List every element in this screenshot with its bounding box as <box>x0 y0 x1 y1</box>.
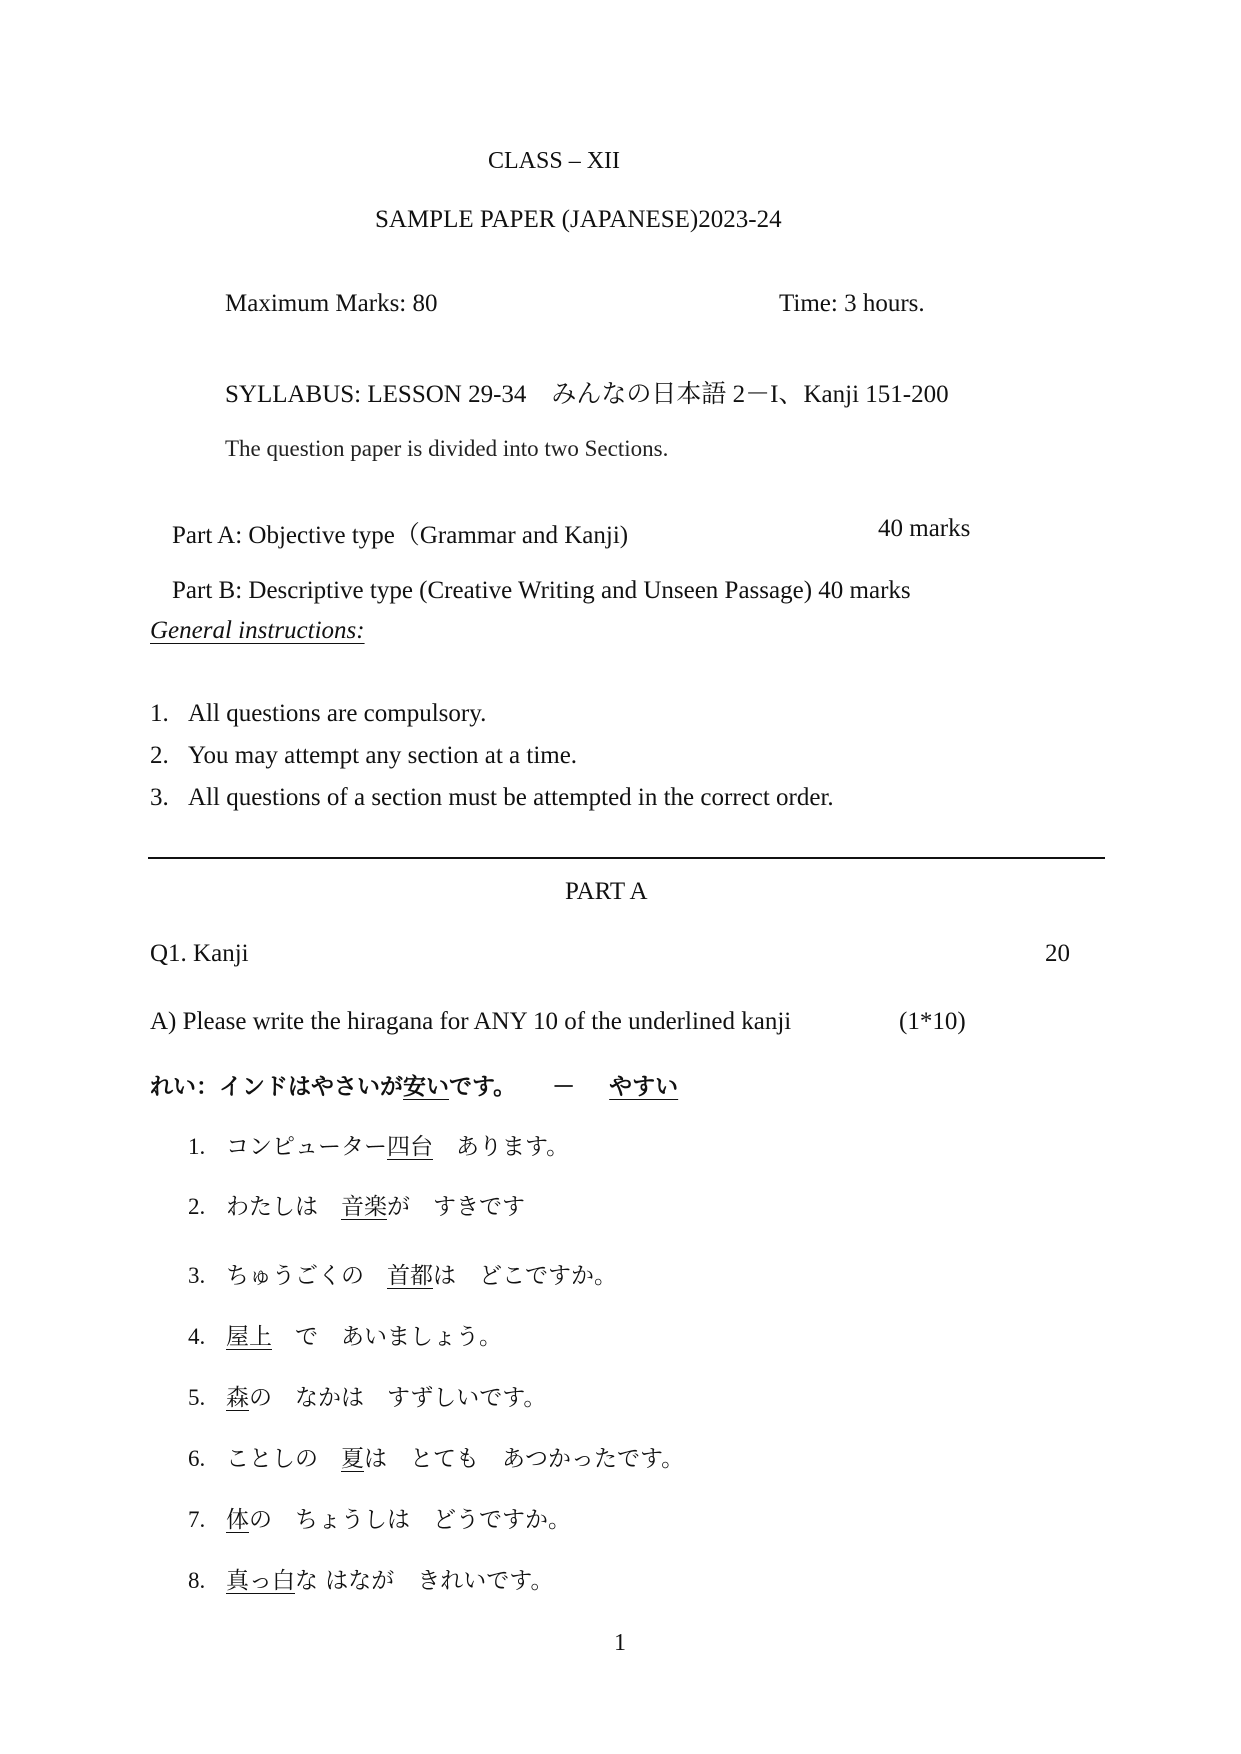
list-item <box>188 1257 617 1290</box>
item-number: 1. <box>188 1134 206 1159</box>
section-divider <box>148 857 1105 859</box>
example-suffix: です。 <box>449 1074 517 1100</box>
list-item <box>188 1128 569 1161</box>
item-kanji: 四台 <box>387 1134 433 1160</box>
part-a-heading: PART A <box>565 878 648 905</box>
list-item <box>188 1188 525 1221</box>
item-number: 5. <box>188 1385 206 1410</box>
item-number: 8. <box>188 1568 206 1593</box>
q1a-marks: (1*10) <box>899 1008 966 1035</box>
list-item <box>188 1379 546 1412</box>
item-prefix: ちゅうごくの <box>226 1263 387 1289</box>
syllabus: SYLLABUS: LESSON 29-34 みんなの日本語 2－I、Kanji 151-200 <box>225 381 949 408</box>
example-answer: やすい <box>609 1074 679 1100</box>
instructions-heading: General instructions: <box>150 617 365 644</box>
max-marks: Maximum Marks: 80 <box>225 290 438 317</box>
q1a-instruction: A) Please write the hiragana for ANY 10 of the underlined kanji <box>150 1008 792 1035</box>
item-prefix: ことしの <box>226 1446 341 1472</box>
item-number: 7. <box>188 1507 206 1532</box>
example-dash: － <box>552 1074 576 1100</box>
class-line: CLASS – XII <box>488 148 621 174</box>
item-suffix: あります。 <box>433 1134 570 1160</box>
example-prefix: れい：インドはやさいが <box>150 1074 403 1100</box>
instruction-number: 2. <box>150 742 169 769</box>
item-suffix: は どこですか。 <box>433 1263 617 1289</box>
q1-label: Q1. Kanji <box>150 940 249 967</box>
item-kanji: 森 <box>226 1385 249 1411</box>
part-a-summary: Part A: Objective type（Grammar and Kanji) <box>172 522 629 549</box>
instruction-text: All questions are compulsory. <box>188 700 487 727</box>
part-b-summary: Part B: Descriptive type (Creative Writing and Unseen Passage) 40 marks <box>172 577 911 604</box>
item-kanji: 音楽 <box>341 1194 387 1220</box>
item-kanji: 真っ白 <box>226 1568 295 1594</box>
item-prefix: わたしは <box>226 1194 341 1220</box>
item-kanji: 夏 <box>341 1446 364 1472</box>
item-number: 6. <box>188 1446 206 1471</box>
item-number: 2. <box>188 1194 206 1219</box>
instruction-number: 1. <box>150 700 169 727</box>
instruction-text: All questions of a section must be attempted in the correct order. <box>188 784 834 811</box>
example-kanji: 安い <box>403 1074 449 1100</box>
instruction-number: 3. <box>150 784 169 811</box>
part-a-marks: 40 marks <box>878 515 971 542</box>
item-kanji: 首都 <box>387 1263 433 1289</box>
instruction-item <box>150 784 834 812</box>
instruction-item <box>150 700 486 728</box>
list-item <box>188 1318 502 1351</box>
item-prefix: コンピューター <box>226 1134 387 1160</box>
item-suffix: が すきです <box>387 1194 525 1220</box>
item-kanji: 屋上 <box>226 1324 272 1350</box>
item-suffix: な はなが きれいです。 <box>295 1568 554 1594</box>
item-number: 3. <box>188 1263 206 1288</box>
item-suffix: の なかは すずしいです。 <box>249 1385 547 1411</box>
paper-title: SAMPLE PAPER (JAPANESE)2023-24 <box>375 206 782 233</box>
list-item <box>188 1440 684 1473</box>
list-item <box>188 1501 571 1534</box>
item-kanji: 体 <box>226 1507 249 1533</box>
divided-note: The question paper is divided into two Sections. <box>225 436 669 461</box>
page-number: 1 <box>614 1630 626 1656</box>
item-suffix: は とても あつかったです。 <box>364 1446 685 1472</box>
example-line <box>150 1068 678 1101</box>
item-number: 4. <box>188 1324 206 1349</box>
list-item <box>188 1562 553 1595</box>
instruction-text: You may attempt any section at a time. <box>188 742 578 769</box>
q1-marks: 20 <box>1045 940 1070 967</box>
item-suffix: の ちょうしは どうですか。 <box>249 1507 571 1533</box>
time-allowed: Time: 3 hours. <box>779 290 925 317</box>
item-suffix: で あいましょう。 <box>272 1324 502 1350</box>
instruction-item <box>150 742 577 770</box>
